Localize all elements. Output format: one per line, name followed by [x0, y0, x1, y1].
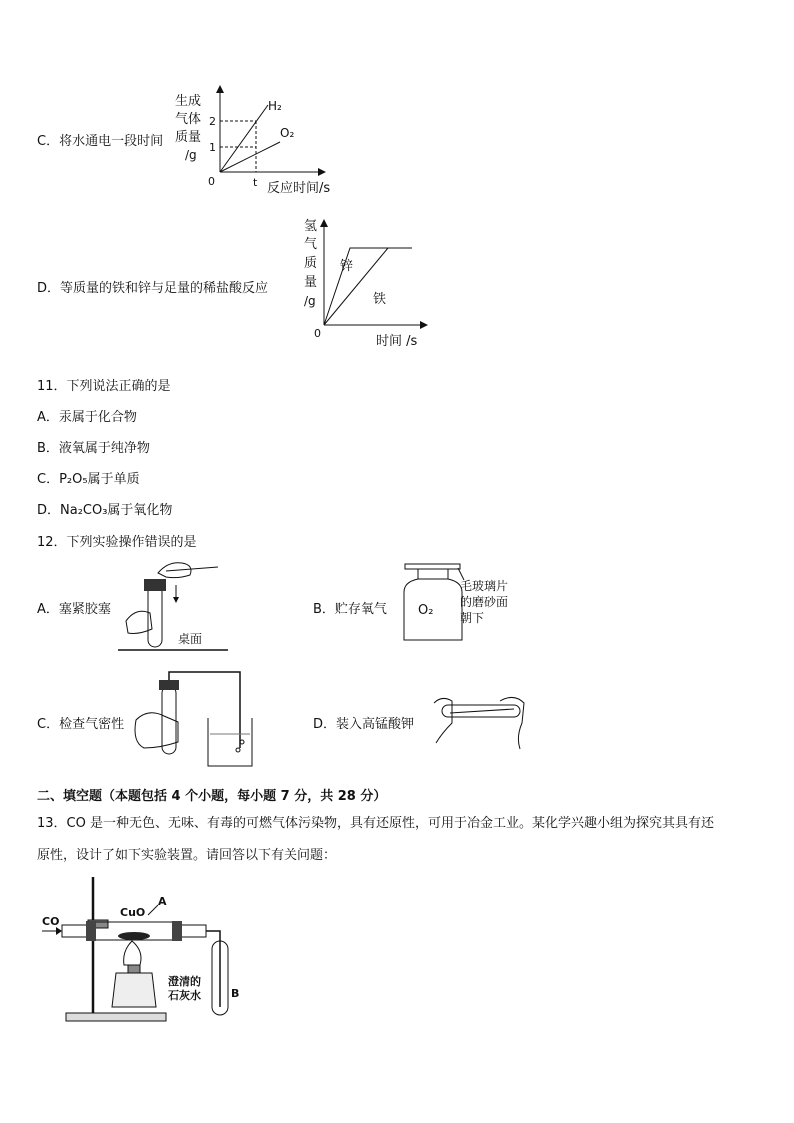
y-axis-label-line1: 生成 — [175, 94, 202, 109]
q12-option-d: D．装入高锰酸钾 — [313, 717, 415, 732]
annotation-line2: 的磨砂面 — [460, 595, 509, 609]
alcohol-lamp — [112, 973, 156, 1007]
series-h2-label: H₂ — [268, 99, 282, 113]
desk-label: 桌面 — [178, 632, 203, 646]
y-axis-arrow — [216, 85, 224, 93]
xtick-t: t — [253, 176, 258, 189]
stand-base — [66, 1013, 166, 1021]
origin-label: 0 — [314, 327, 321, 340]
series-iron-line — [324, 248, 388, 325]
limewater-label-1: 澄清的 — [168, 975, 201, 988]
series-iron-label: 铁 — [373, 292, 387, 307]
limewater-label-2: 石灰水 — [168, 989, 201, 1002]
label-a: A — [158, 895, 167, 908]
y-axis-label-line2: 气体 — [175, 112, 202, 127]
series-zinc-label: 锌 — [340, 259, 354, 274]
bubble-1 — [236, 748, 240, 752]
y-axis-label-line4: /g — [185, 148, 197, 162]
figure-co-reduction-apparatus — [40, 875, 250, 1025]
q12-stem: 12．下列实验操作错误的是 — [37, 535, 197, 550]
q12-option-c: C．检查气密性 — [37, 717, 125, 732]
figure-stopper-on-desk — [118, 555, 228, 657]
stopper-right — [172, 921, 182, 941]
q11-stem: 11．下列说法正确的是 — [37, 379, 171, 394]
bottle-neck — [418, 569, 448, 579]
q10-option-d-label: D．等质量的铁和锌与足量的稀盐酸反应 — [37, 281, 269, 296]
rubber-stopper — [144, 579, 166, 591]
ytick-2: 2 — [209, 115, 216, 128]
stopper-left — [86, 921, 96, 941]
y-axis-label-line3: 质量 — [175, 130, 202, 145]
label-a-pointer — [148, 905, 158, 915]
co-arrowhead — [56, 927, 62, 935]
y-axis-label-5: /g — [304, 294, 316, 308]
delivery-tube — [169, 672, 240, 748]
q11-option-d: D．Na₂CO₃属于氧化物 — [37, 503, 173, 518]
glass-tube — [166, 567, 218, 571]
glass-plate — [405, 564, 460, 569]
stopper — [159, 680, 179, 690]
q12-option-b: B．贮存氧气 — [313, 602, 387, 617]
x-axis-arrow — [318, 168, 326, 176]
ytick-1: 1 — [209, 141, 216, 154]
paper-trough — [450, 709, 514, 713]
down-arrowhead — [173, 597, 179, 603]
q12-option-a: A．塞紧胶塞 — [37, 602, 111, 617]
chart-iron-zinc — [298, 215, 433, 350]
x-axis-label: 反应时间/s — [267, 181, 331, 196]
section-heading: 二、填空题（本题包括 4 个小题，每小题 7 分，共 28 分） — [37, 789, 387, 804]
bottle-label: O₂ — [418, 603, 434, 618]
x-axis-label: 时间 /s — [376, 334, 418, 349]
figure-gas-bottle — [400, 562, 530, 644]
y-axis-label-3: 质 — [304, 256, 318, 271]
y-axis-label-2: 气 — [304, 237, 318, 252]
q10-option-c-label: C．将水通电一段时间 — [37, 134, 164, 149]
cuo-label: CuO — [120, 906, 146, 919]
figure-airtightness-check — [130, 668, 255, 770]
y-axis-arrow — [320, 219, 328, 227]
series-h2-line — [220, 105, 268, 172]
series-zinc-line — [324, 248, 412, 325]
annotation-line3: 朝下 — [460, 611, 485, 625]
cuo-powder — [118, 932, 150, 940]
series-o2-label: O₂ — [280, 126, 295, 140]
flame-icon — [124, 941, 141, 965]
q11-option-b: B．液氧属于纯净物 — [37, 441, 150, 456]
origin-label: 0 — [208, 175, 215, 188]
chart-water-electrolysis — [170, 85, 350, 200]
q13-line2: 原性，设计了如下实验装置。请回答以下有关问题： — [37, 848, 337, 863]
annotation-line1: 毛玻璃片 — [460, 579, 509, 593]
label-b: B — [231, 987, 240, 1000]
y-axis-label-1: 氢 — [304, 219, 318, 234]
wick-holder — [128, 965, 140, 973]
x-axis-arrow — [420, 321, 428, 329]
co-label: CO — [42, 915, 60, 928]
hand-icon — [135, 713, 178, 748]
outlet-tube — [206, 931, 220, 1007]
q11-option-a: A．汞属于化合物 — [37, 410, 137, 425]
y-axis-label-4: 量 — [304, 275, 318, 290]
q13-line1: 13．CO 是一种无色、无味、有毒的可燃气体污染物，具有还原性，可用于冶金工业。某化学兴趣小组为探究其具有还 — [37, 816, 714, 831]
beaker — [208, 718, 252, 766]
figure-load-potassium-permanganate — [430, 693, 530, 751]
q11-option-c: C．P₂O₅属于单质 — [37, 472, 140, 487]
